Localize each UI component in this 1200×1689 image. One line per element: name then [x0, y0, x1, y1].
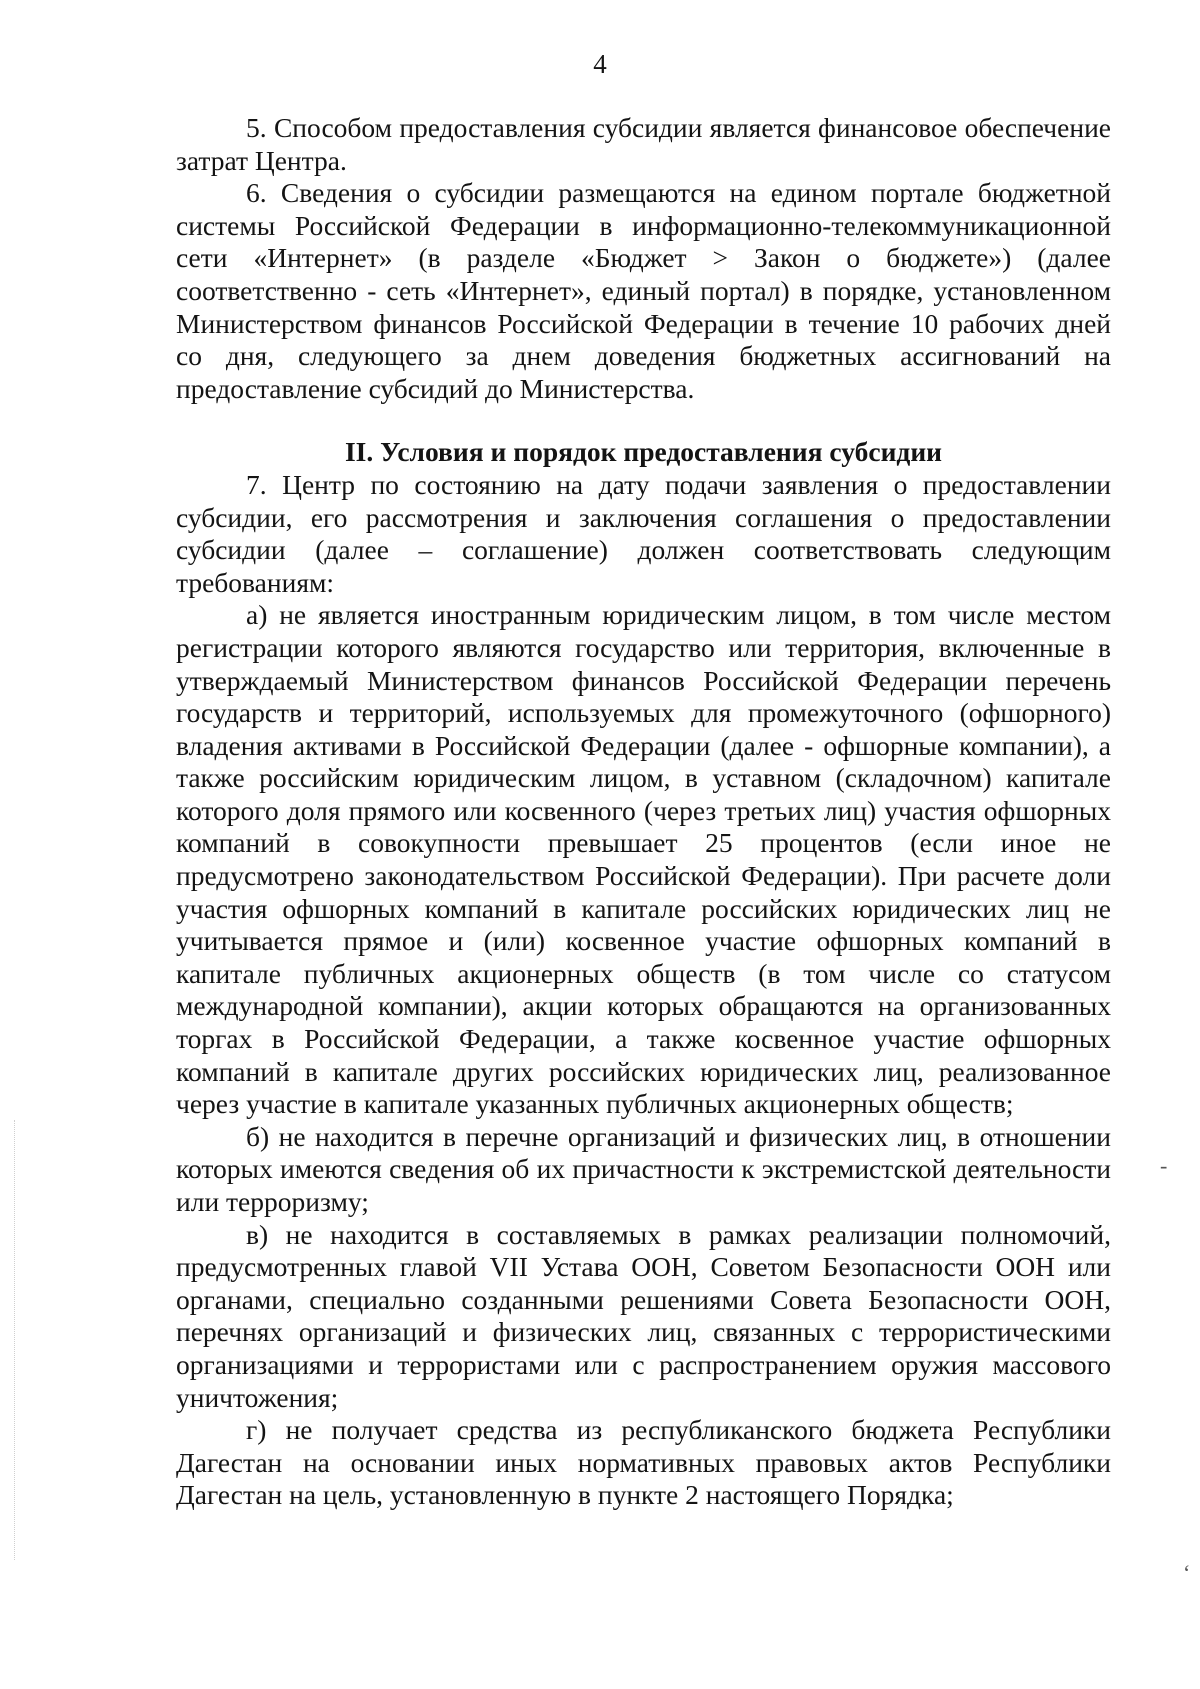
paragraph-7: 7. Центр по состоянию на дату подачи заявления о предоставлении субсидии, его рассмотрения и заключения соглашения о предоставлении субсидии (далее – соглашение) должен соответствовать следующим требованиям: [176, 468, 1111, 598]
scan-speck: ‐ [1160, 1153, 1168, 1178]
page-number: 4 [593, 49, 607, 79]
paragraph-7-g: г) не получает средства из республиканского бюджета Республики Дагестан на основании иных нормативных правовых актов Республики Дагестан на цель, установленную в пункте 2 настоящего Порядка; [176, 1414, 1111, 1511]
paragraph-7-v: в) не находится в составляемых в рамках реализации полномочий, предусмотренных главой VII Устава ООН, Советом Безопасности ООН или органами, специально созданными решениями Совета Безопасности ООН, перечнях организаций и физических лиц, связанных с террористическими организациями и террористами или с распространением оружия массового уничтожения; [176, 1218, 1111, 1413]
paragraph-7-a: а) не является иностранным юридическим лицом, в том числе местом регистрации которого являются государство или территория, включенные в утверждаемый Министерством финансов Российской Федерации перечень государств и территорий, используемых для промежуточного (офшорного) владения активами в Российской Федерации (далее - офшорные компании), а также российским юридическим лицом, в уставном (складочном) капитале которого доля прямого или косвенного (через третьих лиц) участия офшорных компаний в совокупности превышает 25 процентов (если иное не предусмотрено законодательством Российской Федерации). При расчете доли участия офшорных компаний в капитале российских юридических лиц не учитывается прямое и (или) косвенное участие офшорных компаний в капитале публичных акционерных обществ (в том числе со статусом международной компании), акции которых обращаются на организованных торгах в Российской Федерации, а также косвенное участие офшорных компаний в капитале других российских юридических лиц, реализованное через участие в капитале указанных публичных акционерных обществ; [176, 599, 1111, 1120]
scan-edge-line [14, 1120, 16, 1560]
paragraph-7-b: б) не находится в перечне организаций и физических лиц, в отношении которых имеются сведения об их причастности к экстремистской деятельности или терроризму; [176, 1120, 1111, 1217]
paragraph-6: 6. Сведения о субсидии размещаются на едином портале бюджетной системы Российской Федерации в информационно-телекоммуникационной сети «Интернет» (в разделе «Бюджет > Закон о бюджете») (далее соответственно - сеть «Интернет», единый портал) в порядке, установленном Министерством финансов Российской Федерации в течение 10 рабочих дней со дня, следующего за днем доведения бюджетных ассигнований на предоставление субсидий до Министерства. [176, 177, 1111, 404]
document-body [176, 112, 1111, 1512]
paragraph-5: 5. Способом предоставления субсидии является финансовое обеспечение затрат Центра. [176, 112, 1111, 176]
scan-speck: ‘ [1183, 1560, 1191, 1585]
section-heading: II. Условия и порядок предоставления субсидии [344, 436, 943, 468]
